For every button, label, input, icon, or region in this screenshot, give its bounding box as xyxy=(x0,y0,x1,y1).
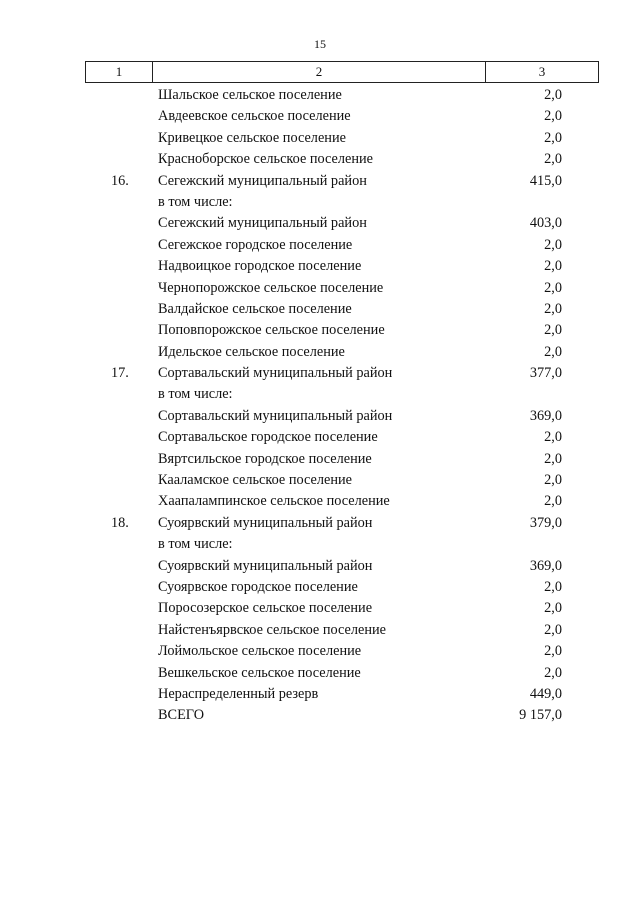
table-row xyxy=(0,684,640,705)
table-row xyxy=(0,705,640,726)
row-value: 2,0 xyxy=(544,664,562,681)
table-row xyxy=(0,556,640,577)
row-value: 369,0 xyxy=(529,557,562,574)
page-number: 15 xyxy=(314,37,326,51)
row-name: Поповпорожское сельское поселение xyxy=(158,322,385,339)
row-name: Вяртсильское городское поселение xyxy=(158,450,372,467)
row-value: 2,0 xyxy=(544,600,562,617)
row-name: Нераспределенный резерв xyxy=(158,685,319,702)
row-value: 403,0 xyxy=(529,215,562,232)
table-row xyxy=(0,470,640,491)
row-value: 2,0 xyxy=(544,493,562,510)
row-value: 2,0 xyxy=(544,87,562,103)
row-name: Шальское сельское поселение xyxy=(158,87,342,103)
row-value: 2,0 xyxy=(544,236,562,253)
row-name: ВСЕГО xyxy=(158,707,205,724)
header-col-2: 2 xyxy=(153,62,486,83)
table-row xyxy=(0,278,640,299)
row-name: в том числе: xyxy=(158,536,233,553)
table-row xyxy=(0,363,640,384)
row-name: Чернопорожское сельское поселение xyxy=(158,279,384,296)
row-value: 2,0 xyxy=(544,472,562,489)
row-value: 2,0 xyxy=(544,621,562,638)
row-value: 2,0 xyxy=(544,108,562,125)
row-name: Сегежский муниципальный район xyxy=(158,172,367,189)
row-name: Суоярвское городское поселение xyxy=(158,578,358,595)
row-name: в том числе: xyxy=(158,386,233,403)
row-value: 379,0 xyxy=(529,514,562,531)
row-value: 2,0 xyxy=(544,151,562,168)
table-row xyxy=(0,213,640,234)
table-row xyxy=(0,235,640,256)
table-row xyxy=(0,85,640,106)
row-value: 2,0 xyxy=(544,578,562,595)
row-name: Валдайское сельское поселение xyxy=(158,300,352,317)
header-col-1: 1 xyxy=(86,62,153,83)
row-value: 2,0 xyxy=(544,258,562,275)
row-name: Суоярвский муниципальный район xyxy=(158,557,373,574)
row-name: Красноборское сельское поселение xyxy=(158,151,374,168)
table-row xyxy=(0,342,640,363)
row-name: Авдеевское сельское поселение xyxy=(158,108,351,125)
table-row xyxy=(0,320,640,341)
row-value: 2,0 xyxy=(544,343,562,360)
row-name: Найстенъярвское сельское поселение xyxy=(158,621,386,638)
row-value: 2,0 xyxy=(544,322,562,339)
table-row xyxy=(0,299,640,320)
row-name: Поросозерское сельское поселение xyxy=(158,600,373,617)
row-name: в том числе: xyxy=(158,193,233,210)
row-name: Кааламское сельское поселение xyxy=(158,472,352,489)
row-value: 369,0 xyxy=(529,407,562,424)
table-row xyxy=(0,449,640,470)
table-row xyxy=(0,106,640,127)
row-name: Надвоицкое городское поселение xyxy=(158,258,362,275)
row-number: 16. xyxy=(111,172,129,189)
table-row xyxy=(0,577,640,598)
row-name: Сегежское городское поселение xyxy=(158,236,353,253)
row-number: 18. xyxy=(111,514,129,531)
table-row xyxy=(0,641,640,662)
row-name: Лоймольское сельское поселение xyxy=(158,643,362,660)
row-value: 2,0 xyxy=(544,300,562,317)
table-row xyxy=(0,128,640,149)
row-name: Кривецкое сельское поселение xyxy=(158,129,346,146)
table-row xyxy=(0,171,640,192)
row-value: 377,0 xyxy=(529,365,562,382)
row-name: Сортавальский муниципальный район xyxy=(158,407,393,424)
table-row xyxy=(0,513,640,534)
row-name: Вешкельское сельское поселение xyxy=(158,664,361,681)
table-row xyxy=(0,406,640,427)
row-name: Сортавальский муниципальный район xyxy=(158,365,393,382)
table-row xyxy=(0,149,640,170)
table-row xyxy=(0,534,640,555)
row-value: 2,0 xyxy=(544,429,562,446)
table-row xyxy=(0,192,640,213)
row-value: 449,0 xyxy=(529,685,562,702)
row-name: Суоярвский муниципальный район xyxy=(158,514,373,531)
row-value: 2,0 xyxy=(544,279,562,296)
table-row xyxy=(0,598,640,619)
table-row xyxy=(0,620,640,641)
row-name: Сортавальское городское поселение xyxy=(158,429,378,446)
row-value: 9 157,0 xyxy=(519,707,562,724)
row-value: 415,0 xyxy=(529,172,562,189)
row-name: Сегежский муниципальный район xyxy=(158,215,367,232)
header-col-3: 3 xyxy=(486,62,599,83)
table-row xyxy=(0,427,640,448)
table-body xyxy=(0,85,640,727)
row-value: 2,0 xyxy=(544,450,562,467)
table-row xyxy=(0,491,640,512)
table-row xyxy=(0,256,640,277)
row-value: 2,0 xyxy=(544,129,562,146)
table-row xyxy=(0,384,640,405)
row-value: 2,0 xyxy=(544,643,562,660)
table-header xyxy=(85,61,599,83)
row-number: 17. xyxy=(111,365,129,382)
table-row xyxy=(0,663,640,684)
row-name: Хаапалампинское сельское поселение xyxy=(158,493,390,510)
row-name: Идельское сельское поселение xyxy=(158,343,345,360)
